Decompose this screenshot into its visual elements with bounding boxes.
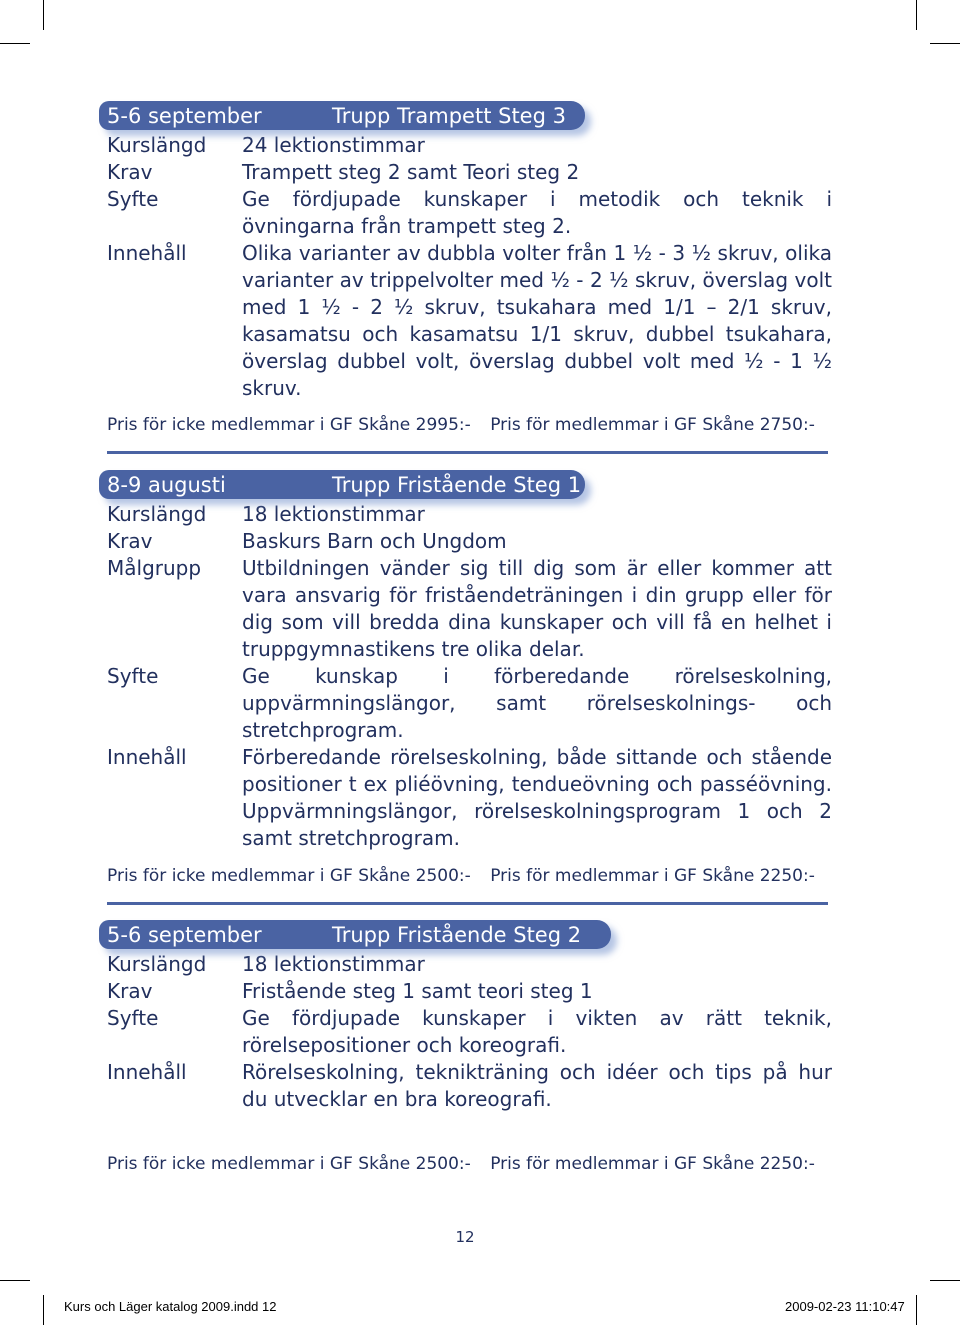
price-line xyxy=(107,415,829,435)
footer-timestamp: 2009-02-23 11:10:47 xyxy=(785,1299,905,1314)
row-label: Krav xyxy=(107,979,153,1003)
row-value: Ge kunskap i förberedande rörelseskolning, uppvärmningslängor, samt rörelseskolnings- och stretchprogram. xyxy=(242,664,832,742)
info-row-innehall xyxy=(107,744,832,852)
row-value: Fristående steg 1 samt teori steg 1 xyxy=(242,979,593,1003)
row-value: Förberedande rörelseskolning, både sittande och stående positioner t ex pliéövning, tendueövning och passéövning. Uppvärmningslängor, rörelseskolningsprogram 1 och 2 samt stretchprogram. xyxy=(242,745,832,850)
section-divider xyxy=(107,451,828,454)
page-number: 12 xyxy=(455,1228,475,1246)
row-label: Krav xyxy=(107,529,153,553)
row-value: Utbildningen vänder sig till dig som är eller kommer att vara ansvarig för friståendeträningen i din grupp eller för dig som vill bredda dina kunskaper och vill få en helhet i truppgymnastikens tre olika delar. xyxy=(242,556,832,661)
row-label: Kurslängd xyxy=(107,133,207,157)
price-member: Pris för medlemmar i GF Skåne 2750:- xyxy=(490,415,815,435)
row-label: Innehåll xyxy=(107,241,187,265)
info-row-kurslangd xyxy=(107,501,832,528)
crop-mark xyxy=(930,1280,960,1281)
row-value: 18 lektionstimmar xyxy=(242,952,425,976)
crop-mark xyxy=(0,43,30,44)
price-member: Pris för medlemmar i GF Skåne 2250:- xyxy=(490,866,815,886)
info-row-kurslangd xyxy=(107,132,832,159)
course-header xyxy=(99,470,832,501)
crop-mark xyxy=(0,1280,30,1281)
crop-mark xyxy=(916,1295,917,1325)
info-row-krav xyxy=(107,978,832,1005)
course-title: Trupp Fristående Steg 1 xyxy=(332,473,582,497)
row-label: Syfte xyxy=(107,664,159,688)
info-row-krav xyxy=(107,159,832,186)
crop-mark xyxy=(930,43,960,44)
info-row-innehall xyxy=(107,240,832,402)
course-section-fristaende-steg-1 xyxy=(107,470,832,852)
course-header xyxy=(99,920,832,951)
row-label: Kurslängd xyxy=(107,952,207,976)
crop-mark xyxy=(43,1295,44,1325)
row-value: Baskurs Barn och Ungdom xyxy=(242,529,507,553)
course-date: 5-6 september xyxy=(107,104,262,128)
row-label: Krav xyxy=(107,160,153,184)
row-label: Syfte xyxy=(107,187,159,211)
info-row-syfte xyxy=(107,186,832,240)
price-member: Pris för medlemmar i GF Skåne 2250:- xyxy=(490,1154,815,1174)
info-row-innehall xyxy=(107,1059,832,1113)
row-label: Kurslängd xyxy=(107,502,207,526)
price-line xyxy=(107,1154,829,1174)
row-label: Innehåll xyxy=(107,745,187,769)
course-section-fristaende-steg-2 xyxy=(107,920,832,1113)
course-title: Trupp Fristående Steg 2 xyxy=(332,923,582,947)
row-value: 18 lektionstimmar xyxy=(242,502,425,526)
row-label: Målgrupp xyxy=(107,556,202,580)
crop-mark xyxy=(43,0,44,30)
info-row-syfte xyxy=(107,663,832,744)
footer-file-info: Kurs och Läger katalog 2009.indd 12 xyxy=(64,1299,277,1314)
section-divider xyxy=(107,902,828,905)
row-value: Ge fördjupade kunskaper i vikten av rätt teknik, rörelsepositioner och koreografi. xyxy=(242,1006,832,1057)
info-row-kurslangd xyxy=(107,951,832,978)
price-non-member: Pris för icke medlemmar i GF Skåne 2995:- xyxy=(107,415,471,435)
course-header xyxy=(99,101,832,132)
price-non-member: Pris för icke medlemmar i GF Skåne 2500:- xyxy=(107,866,471,886)
price-line xyxy=(107,866,829,886)
crop-mark xyxy=(916,0,917,30)
info-row-krav xyxy=(107,528,832,555)
row-label: Syfte xyxy=(107,1006,159,1030)
price-non-member: Pris för icke medlemmar i GF Skåne 2500:- xyxy=(107,1154,471,1174)
row-value: Olika varianter av dubbla volter från 1 ½ - 3 ½ skruv, olika varianter av trippelvolter med ½ - 2 ½ skruv, överslag volt med 1 ½ - 2 ½ skruv, tsukahara med 1/1 – 2/1 skruv, kasamatsu och kasamatsu 1/1 skruv, dubbel tsukahara, överslag dubbel volt, överslag dubbel volt med ½ - 1 ½ skruv. xyxy=(242,241,832,400)
row-value: Rörelseskolning, teknikträning och idéer och tips på hur du utvecklar en bra koreografi. xyxy=(242,1060,832,1111)
course-date: 5-6 september xyxy=(107,923,262,947)
row-value: Ge fördjupade kunskaper i metodik och teknik i övningarna från trampett steg 2. xyxy=(242,187,832,238)
row-value: Trampett steg 2 samt Teori steg 2 xyxy=(242,160,580,184)
course-date: 8-9 augusti xyxy=(107,473,226,497)
course-title: Trupp Trampett Steg 3 xyxy=(332,104,566,128)
row-value: 24 lektionstimmar xyxy=(242,133,425,157)
info-row-malgrupp xyxy=(107,555,832,663)
course-section-trampett-steg-3 xyxy=(107,101,832,402)
row-label: Innehåll xyxy=(107,1060,187,1084)
info-row-syfte xyxy=(107,1005,832,1059)
